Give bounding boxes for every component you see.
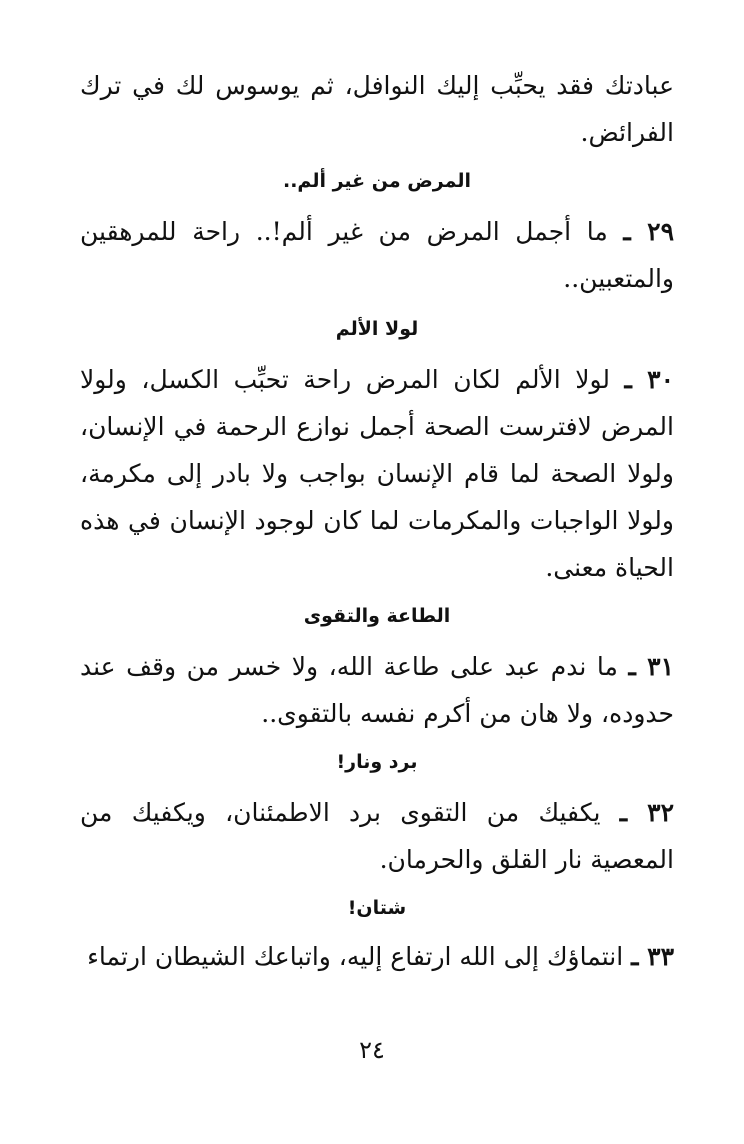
section-heading-30: لولا الألم: [335, 318, 419, 340]
section-heading-33: شتان!: [347, 897, 407, 919]
item-text-33: انتماؤك إلى الله ارتفاع إليه، واتباعك الشيطان ارتماء: [87, 942, 624, 971]
item-number-31: ٣١ ـ: [628, 652, 674, 681]
item-text-29: ما أجمل المرض من غير ألم!.. راحة للمرهقين والمتعبين..: [80, 217, 674, 293]
item-number-32: ٣٢ ـ: [619, 798, 675, 827]
item-number-30: ٣٠ ـ: [624, 365, 674, 394]
section-heading-29: المرض من غير ألم..: [282, 170, 471, 192]
item-text-31: ما ندم عبد على طاعة الله، ولا خسر من وقف عند حدوده، ولا هان من أكرم نفسه بالتقوى..: [80, 652, 674, 728]
item-text-32: يكفيك من التقوى برد الاطمئنان، ويكفيك من المعصية نار القلق والحرمان.: [80, 798, 674, 874]
page-number: ٢٤: [359, 1036, 385, 1064]
section-paragraph-31: [80, 643, 674, 737]
section-heading-32: برد ونار!: [336, 751, 418, 773]
intro-paragraph: عبادتك فقد يحبِّب إليك النوافل، ثم يوسوس لك في ترك الفرائض.: [80, 71, 674, 147]
section-paragraph-32: [80, 789, 674, 883]
page-content: [80, 62, 674, 980]
section-paragraph-33: [80, 933, 674, 980]
section-paragraph-29: [80, 208, 674, 302]
section-paragraph-30: [80, 356, 674, 591]
item-number-33: ٣٣ ـ: [631, 942, 674, 971]
item-number-29: ٢٩ ـ: [623, 217, 675, 246]
item-text-30: لولا الألم لكان المرض راحة تحبِّب الكسل، ولولا المرض لافترست الصحة أجمل نوازع الرحمة في الإنسان، ولولا الصحة لما قام الإنسان بواجب ولا بادر إلى مكرمة، ولولا الواجبات والمكرمات لما كان لوجود الإنسان في هذه الحياة معنى.: [80, 365, 674, 582]
section-heading-31: الطاعة والتقوى: [303, 605, 451, 627]
